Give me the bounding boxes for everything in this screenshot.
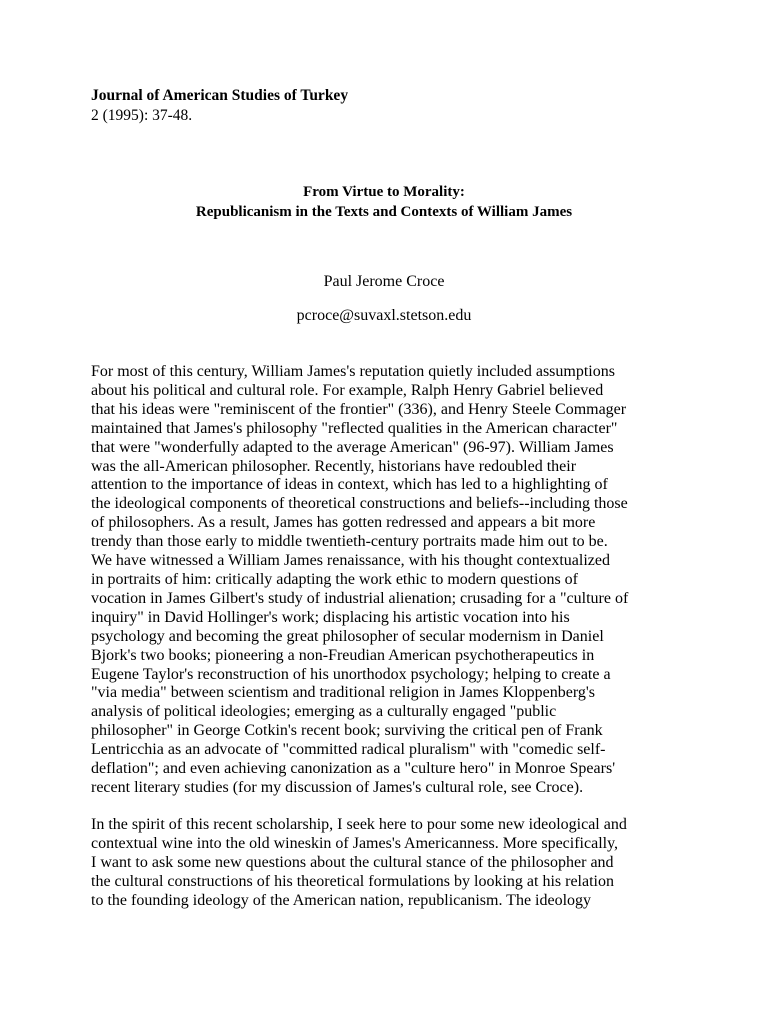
text-line: that were "wonderfully adapted to the average American" (96-97). William James [91, 438, 614, 456]
text-line: the ideological components of theoretical constructions and beliefs--including those [91, 495, 628, 513]
text-line: philosopher" in George Cotkin's recent book; surviving the critical pen of Frank [91, 722, 603, 740]
title-line-1: From Virtue to Morality: [303, 184, 465, 200]
body-paragraph-2 [91, 816, 691, 911]
text-line: Lentricchia as an advocate of "committed radical pluralism" with "comedic self- [91, 741, 606, 759]
text-line: I want to ask some new questions about the cultural stance of the philosopher and [91, 853, 614, 871]
text-line: contextual wine into the old wineskin of James's Americanness. More specifically, [91, 834, 619, 852]
text-line: the cultural constructions of his theoretical formulations by looking at his relation [91, 872, 614, 890]
text-line: of philosophers. As a result, James has gotten redressed and appears a bit more [91, 514, 596, 532]
text-line: maintained that James's philosophy "reflected qualities in the American character" [91, 419, 618, 437]
author-email: pcroce@suvaxl.stetson.edu [296, 307, 472, 324]
text-line: analysis of political ideologies; emerging as a culturally engaged "public [91, 703, 557, 721]
body-paragraph-1 [91, 363, 691, 798]
text-line: inquiry" in David Hollinger's work; displacing his artistic vocation into his [91, 608, 570, 626]
text-line: vocation in James Gilbert's study of industrial alienation; crusading for a "culture of [91, 589, 629, 607]
text-line: that his ideas were "reminiscent of the frontier" (336), and Henry Steele Commager [91, 400, 627, 418]
text-line: We have witnessed a William James renaissance, with his thought contextualized [91, 552, 610, 570]
journal-citation [91, 86, 691, 126]
text-line: recent literary studies (for my discussion of James's cultural role, see Croce). [91, 778, 584, 796]
text-line: For most of this century, William James's reputation quietly included assumptions [91, 363, 615, 380]
article-title [80, 182, 688, 222]
text-line: attention to the importance of ideas in context, which has led to a highlighting of [91, 476, 608, 494]
text-line: in portraits of him: critically adapting the work ethic to modern questions of [91, 570, 578, 588]
journal-name: Journal of American Studies of Turkey [91, 87, 349, 104]
text-line: Bjork's two books; pioneering a non-Freudian American psychotherapeutics in [91, 646, 595, 664]
text-line: In the spirit of this recent scholarship, I seek here to pour some new ideological and [91, 816, 627, 833]
text-line: "via media" between scientism and traditional religion in James Kloppenberg's [91, 684, 595, 702]
journal-issue: 2 (1995): 37-48. [91, 107, 193, 124]
text-line: to the founding ideology of the American nation, republicanism. The ideology [91, 891, 592, 909]
text-line: deflation"; and even achieving canonization as a "culture hero" in Monroe Spears' [91, 760, 616, 778]
author-name: Paul Jerome Croce [323, 273, 445, 290]
text-line: about his political and cultural role. For example, Ralph Henry Gabriel believed [91, 381, 604, 399]
text-line: was the all-American philosopher. Recently, historians have redoubled their [91, 457, 577, 475]
title-line-2: Republicanism in the Texts and Contexts of William James [195, 204, 573, 220]
text-line: trendy than those early to middle twentieth-century portraits made him out to be. [91, 533, 608, 551]
text-line: psychology and becoming the great philosopher of secular modernism in Daniel [91, 627, 604, 645]
text-line: Eugene Taylor's reconstruction of his unorthodox psychology; helping to create a [91, 665, 611, 683]
